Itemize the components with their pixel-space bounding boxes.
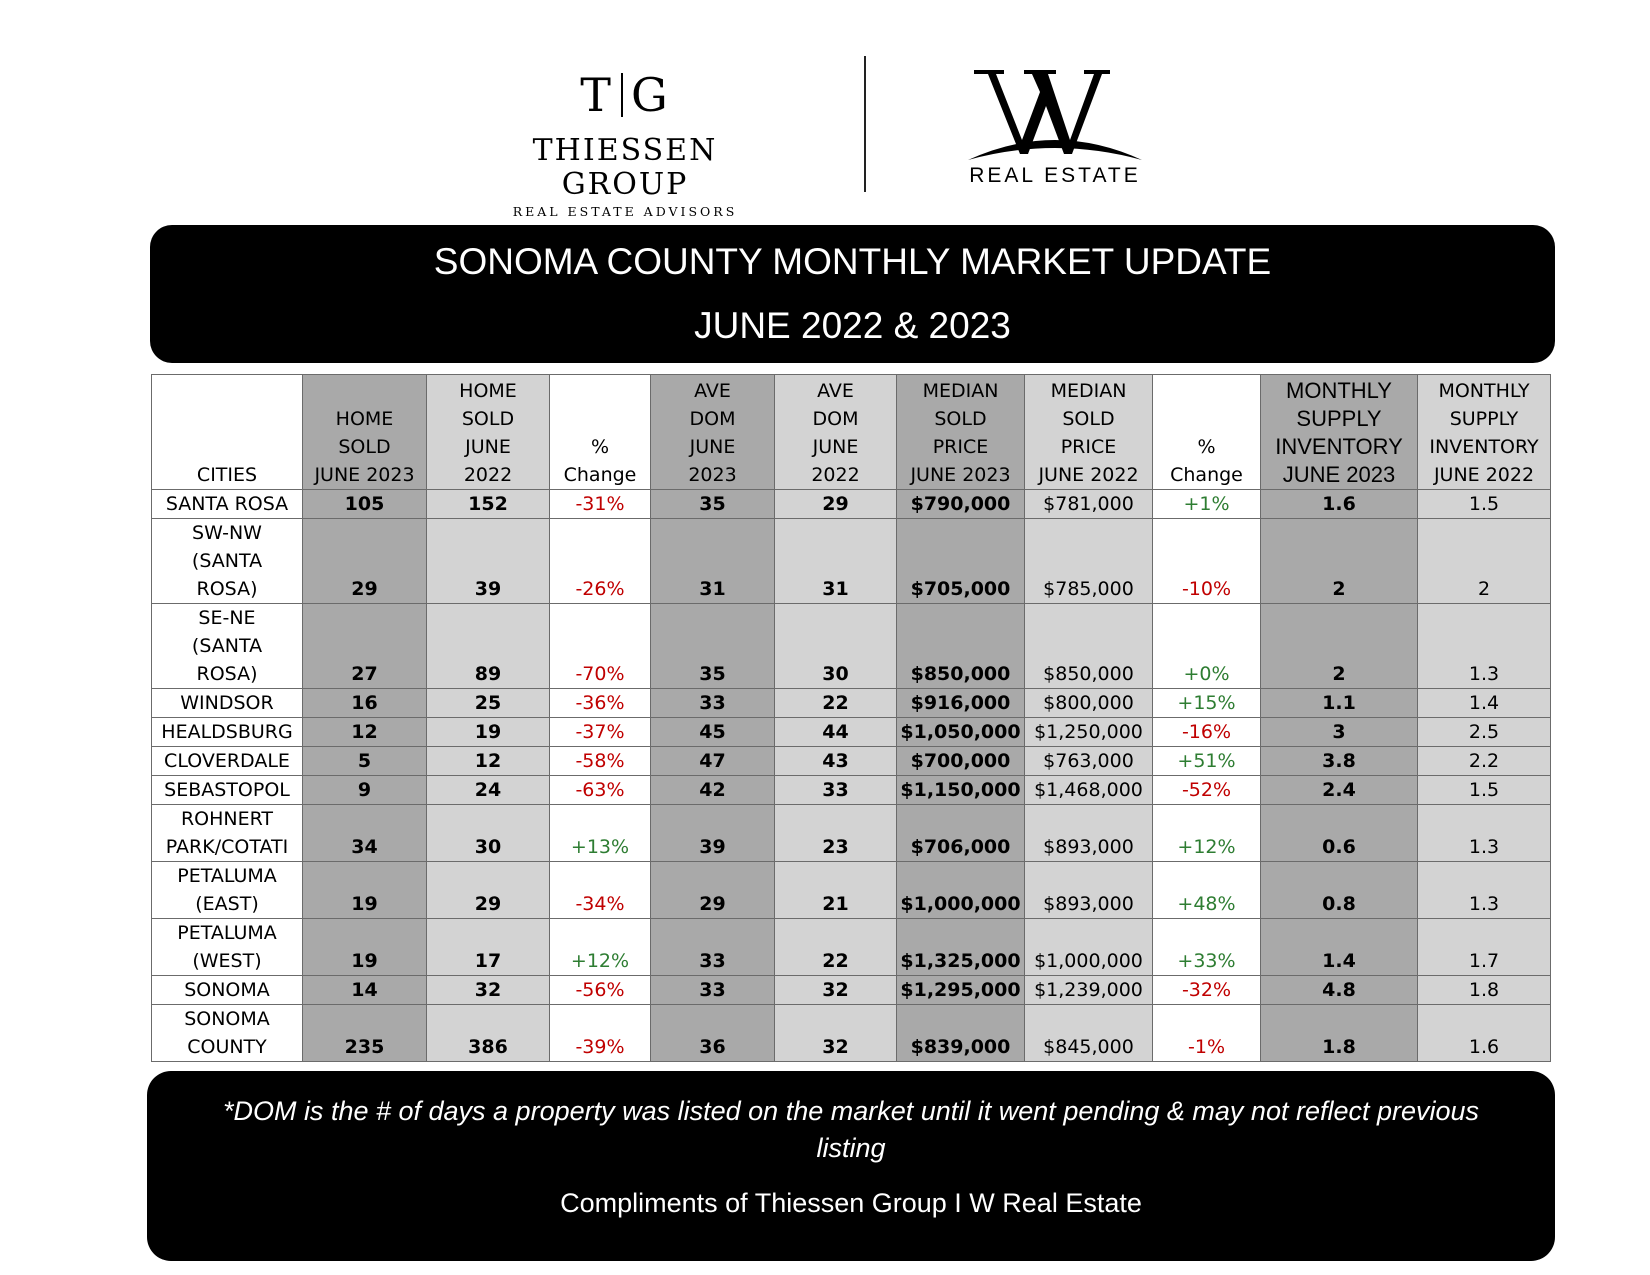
cell-msi-2023: 2.4 [1261,776,1418,805]
tg-monogram-left: T [580,68,613,122]
tg-company-name: THIESSEN GROUP [532,133,718,202]
city-name-line: SEBASTOPOL [164,779,290,801]
cell-pct-change-sold: -58% [550,747,651,776]
table-row [152,689,1551,718]
cell-home-sold-2022: 19 [427,718,550,747]
city-name-line: SONOMA [184,1008,270,1030]
cell-median-2023: $839,000 [897,1005,1025,1062]
header-line: SOLD [1062,408,1115,430]
cell-msi-2022: 1.8 [1418,976,1551,1005]
header-line: JUNE 2022 [1433,464,1535,486]
cell-ave-dom-2022: 44 [775,718,897,747]
cell-ave-dom-2023: 33 [651,976,775,1005]
cell-pct-change-sold: -34% [550,862,651,919]
cell-median-2022: $785,000 [1025,519,1153,604]
cell-median-2023: $850,000 [897,604,1025,689]
cell-msi-2023: 4.8 [1261,976,1418,1005]
cell-median-2023: $1,050,000 [897,718,1025,747]
cell-city [152,519,303,604]
cell-home-sold-2023: 29 [303,519,427,604]
cell-pct-change-price: +48% [1153,862,1261,919]
cell-pct-change-sold: -70% [550,604,651,689]
header-pct-change-price [1153,375,1261,490]
cell-msi-2023: 2 [1261,604,1418,689]
city-name-line: PARK/COTATI [165,836,289,858]
tg-monogram-bar [621,73,623,117]
title-banner [150,225,1555,363]
header-cities [152,375,303,490]
cell-msi-2022: 1.6 [1418,1005,1551,1062]
cell-home-sold-2023: 235 [303,1005,427,1062]
cell-ave-dom-2023: 45 [651,718,775,747]
table-body [152,490,1551,1062]
cell-msi-2023: 0.8 [1261,862,1418,919]
cell-median-2022: $800,000 [1025,689,1153,718]
header-cities-text: CITIES [196,464,258,486]
cell-median-2022: $845,000 [1025,1005,1153,1062]
header-ave-dom-2023 [651,375,775,490]
city-name-line: (EAST) [195,893,259,915]
cell-home-sold-2023: 19 [303,919,427,976]
cell-median-2023: $790,000 [897,490,1025,519]
cell-median-2023: $705,000 [897,519,1025,604]
cell-home-sold-2022: 24 [427,776,550,805]
cell-msi-2022: 1.5 [1418,490,1551,519]
header-line: Change [563,464,637,486]
header-line: 2023 [688,464,737,486]
city-name-line: PETALUMA [177,865,277,887]
city-name-line: SONOMA [184,979,270,1001]
cell-median-2022: $850,000 [1025,604,1153,689]
header-line: % [1197,436,1216,458]
cell-ave-dom-2022: 31 [775,519,897,604]
header-line: JUNE 2023 [910,464,1011,486]
cell-city [152,689,303,718]
header-line: Change [1170,464,1243,486]
cell-pct-change-price: -1% [1153,1005,1261,1062]
tg-monogram-right: G [630,68,670,122]
cell-home-sold-2022: 39 [427,519,550,604]
cell-home-sold-2022: 12 [427,747,550,776]
header-line: MEDIAN [922,380,999,402]
cell-pct-change-sold: +13% [550,805,651,862]
cell-pct-change-sold: -63% [550,776,651,805]
cell-ave-dom-2023: 33 [651,919,775,976]
city-name-line: (WEST) [192,950,262,972]
cell-home-sold-2023: 9 [303,776,427,805]
cell-home-sold-2023: 34 [303,805,427,862]
cell-pct-change-price: +15% [1153,689,1261,718]
header-line: SOLD [338,436,391,458]
cell-msi-2022: 2.2 [1418,747,1551,776]
cell-msi-2023: 0.6 [1261,805,1418,862]
cell-home-sold-2023: 27 [303,604,427,689]
cell-home-sold-2022: 17 [427,919,550,976]
cell-pct-change-sold: -39% [550,1005,651,1062]
cell-ave-dom-2022: 22 [775,919,897,976]
cell-home-sold-2022: 30 [427,805,550,862]
table-row [152,718,1551,747]
cell-pct-change-sold: -37% [550,718,651,747]
cell-msi-2022: 1.3 [1418,805,1551,862]
city-name-line: SW-NW [192,522,262,544]
cell-pct-change-price: -10% [1153,519,1261,604]
footer-banner [147,1071,1555,1261]
cell-ave-dom-2022: 21 [775,862,897,919]
w-logo-subtitle: REAL ESTATE [969,164,1141,187]
thiessen-group-logo [470,70,780,219]
tg-tagline: REAL ESTATE ADVISORS [512,204,738,219]
cell-ave-dom-2022: 30 [775,604,897,689]
cell-city [152,747,303,776]
header-median-2023 [897,375,1025,490]
cell-pct-change-price: +33% [1153,919,1261,976]
cell-msi-2023: 3 [1261,718,1418,747]
table-row [152,519,1551,604]
cell-city [152,718,303,747]
header-line: MONTHLY [1438,380,1530,402]
header-median-2022 [1025,375,1153,490]
cell-city [152,776,303,805]
cell-msi-2023: 3.8 [1261,747,1418,776]
table-row [152,776,1551,805]
header-line: AVE [817,380,854,402]
cell-ave-dom-2023: 29 [651,862,775,919]
cell-city [152,862,303,919]
cell-home-sold-2022: 29 [427,862,550,919]
header-line: INVENTORY [1275,434,1403,459]
cell-home-sold-2023: 19 [303,862,427,919]
header-line: SOLD [461,408,515,430]
header-line: MONTHLY [1286,378,1392,403]
city-name-line: COUNTY [187,1036,267,1058]
cell-median-2022: $893,000 [1025,862,1153,919]
city-name-line: (SANTA [191,550,263,572]
city-name-line: (SANTA [191,635,263,657]
table-row [152,976,1551,1005]
header-line: JUNE [465,436,511,458]
cell-msi-2022: 2.5 [1418,718,1551,747]
cell-pct-change-price: -32% [1153,976,1261,1005]
header-pct-change-sold [550,375,651,490]
cell-pct-change-price: -16% [1153,718,1261,747]
cell-median-2022: $1,468,000 [1025,776,1153,805]
cell-pct-change-sold: -26% [550,519,651,604]
w-logo-icon [960,62,1150,162]
cell-home-sold-2022: 89 [427,604,550,689]
header-line: INVENTORY [1429,436,1539,458]
city-name-line: PETALUMA [177,922,277,944]
cell-msi-2023: 1.4 [1261,919,1418,976]
dom-footnote: *DOM is the # of days a property was listed on the market until it went pending & may not reflect previous listing [222,1096,1480,1163]
cell-city [152,490,303,519]
city-name-line: WINDSOR [180,692,274,714]
cell-city [152,604,303,689]
cell-ave-dom-2022: 29 [775,490,897,519]
cell-pct-change-sold: -56% [550,976,651,1005]
cell-msi-2023: 1.6 [1261,490,1418,519]
cell-ave-dom-2022: 32 [775,976,897,1005]
cell-msi-2022: 2 [1418,519,1551,604]
cell-median-2022: $781,000 [1025,490,1153,519]
cell-msi-2023: 2 [1261,519,1418,604]
cell-home-sold-2022: 386 [427,1005,550,1062]
header-home-sold-2022 [427,375,550,490]
cell-pct-change-sold: -36% [550,689,651,718]
cell-ave-dom-2022: 43 [775,747,897,776]
city-name-line: ROSA) [196,578,258,600]
market-table [151,374,1551,1062]
cell-home-sold-2023: 12 [303,718,427,747]
cell-median-2022: $1,239,000 [1025,976,1153,1005]
cell-ave-dom-2023: 35 [651,490,775,519]
cell-median-2023: $916,000 [897,689,1025,718]
logo-divider [864,56,866,192]
header-line: DOM [689,408,736,430]
cell-home-sold-2022: 32 [427,976,550,1005]
city-name-line: ROHNERT [180,808,274,830]
cell-home-sold-2023: 5 [303,747,427,776]
cell-home-sold-2023: 16 [303,689,427,718]
cell-city [152,1005,303,1062]
table-row [152,1005,1551,1062]
city-name-line: HEALDSBURG [161,721,293,743]
header-line: MEDIAN [1050,380,1127,402]
header-line: HOME [335,408,394,430]
cell-ave-dom-2023: 42 [651,776,775,805]
cell-city [152,919,303,976]
cell-median-2023: $1,295,000 [897,976,1025,1005]
cell-pct-change-price: +51% [1153,747,1261,776]
cell-ave-dom-2022: 32 [775,1005,897,1062]
header-line: JUNE [689,436,736,458]
cell-median-2022: $1,000,000 [1025,919,1153,976]
city-name-line: CLOVERDALE [164,750,290,772]
cell-ave-dom-2023: 36 [651,1005,775,1062]
banner-subtitle: JUNE 2022 & 2023 [694,305,1011,346]
cell-ave-dom-2023: 39 [651,805,775,862]
table-row [152,747,1551,776]
header-line: HOME [459,380,517,402]
cell-median-2023: $700,000 [897,747,1025,776]
footer-credit: Compliments of Thiessen Group I W Real Estate [560,1188,1142,1218]
cell-ave-dom-2022: 23 [775,805,897,862]
cell-median-2022: $1,250,000 [1025,718,1153,747]
header-home-sold-2023 [303,375,427,490]
city-name-line: ROSA) [196,663,258,685]
cell-city [152,976,303,1005]
cell-home-sold-2022: 25 [427,689,550,718]
header-line: % [590,436,610,458]
cell-ave-dom-2023: 47 [651,747,775,776]
header-ave-dom-2022 [775,375,897,490]
city-name-line: SE-NE [198,607,256,629]
header-line: SOLD [934,408,987,430]
cell-median-2023: $1,325,000 [897,919,1025,976]
header-line: JUNE [812,436,859,458]
cell-msi-2023: 1.8 [1261,1005,1418,1062]
table-row [152,919,1551,976]
cell-msi-2022: 1.4 [1418,689,1551,718]
table-row [152,604,1551,689]
cell-median-2022: $763,000 [1025,747,1153,776]
cell-msi-2022: 1.7 [1418,919,1551,976]
banner-title: SONOMA COUNTY MONTHLY MARKET UPDATE [433,241,1272,282]
header-line: JUNE 2023 [314,464,415,486]
header-line: SUPPLY [1449,408,1519,430]
header-line: JUNE 2022 [1038,464,1139,486]
cell-pct-change-price: +12% [1153,805,1261,862]
header-line: 2022 [811,464,860,486]
cell-median-2023: $706,000 [897,805,1025,862]
header-line: DOM [812,408,859,430]
w-real-estate-logo [960,62,1150,188]
cell-pct-change-price: +0% [1153,604,1261,689]
header-msi-2023 [1261,375,1418,490]
cell-ave-dom-2022: 22 [775,689,897,718]
table-row [152,805,1551,862]
header-line: PRICE [1060,436,1117,458]
cell-pct-change-sold: +12% [550,919,651,976]
cell-pct-change-sold: -31% [550,490,651,519]
cell-home-sold-2023: 105 [303,490,427,519]
cell-ave-dom-2022: 33 [775,776,897,805]
cell-ave-dom-2023: 31 [651,519,775,604]
cell-ave-dom-2023: 35 [651,604,775,689]
cell-median-2022: $893,000 [1025,805,1153,862]
header-line: AVE [694,380,731,402]
cell-msi-2023: 1.1 [1261,689,1418,718]
cell-msi-2022: 1.3 [1418,604,1551,689]
cell-msi-2022: 1.5 [1418,776,1551,805]
header-line: JUNE 2023 [1282,462,1396,487]
cell-home-sold-2022: 152 [427,490,550,519]
cell-city [152,805,303,862]
cell-msi-2022: 1.3 [1418,862,1551,919]
cell-median-2023: $1,150,000 [897,776,1025,805]
header-line: SUPPLY [1296,406,1382,431]
cell-pct-change-price: +1% [1153,490,1261,519]
cell-home-sold-2023: 14 [303,976,427,1005]
table-row [152,490,1551,519]
header-line: 2022 [463,464,513,486]
table-row [152,862,1551,919]
cell-pct-change-price: -52% [1153,776,1261,805]
cell-ave-dom-2023: 33 [651,689,775,718]
tg-monogram [470,70,780,120]
header-msi-2022 [1418,375,1551,490]
cell-median-2023: $1,000,000 [897,862,1025,919]
header-line: PRICE [932,436,989,458]
table-header-row [152,375,1551,490]
city-name-line: SANTA ROSA [165,493,289,515]
